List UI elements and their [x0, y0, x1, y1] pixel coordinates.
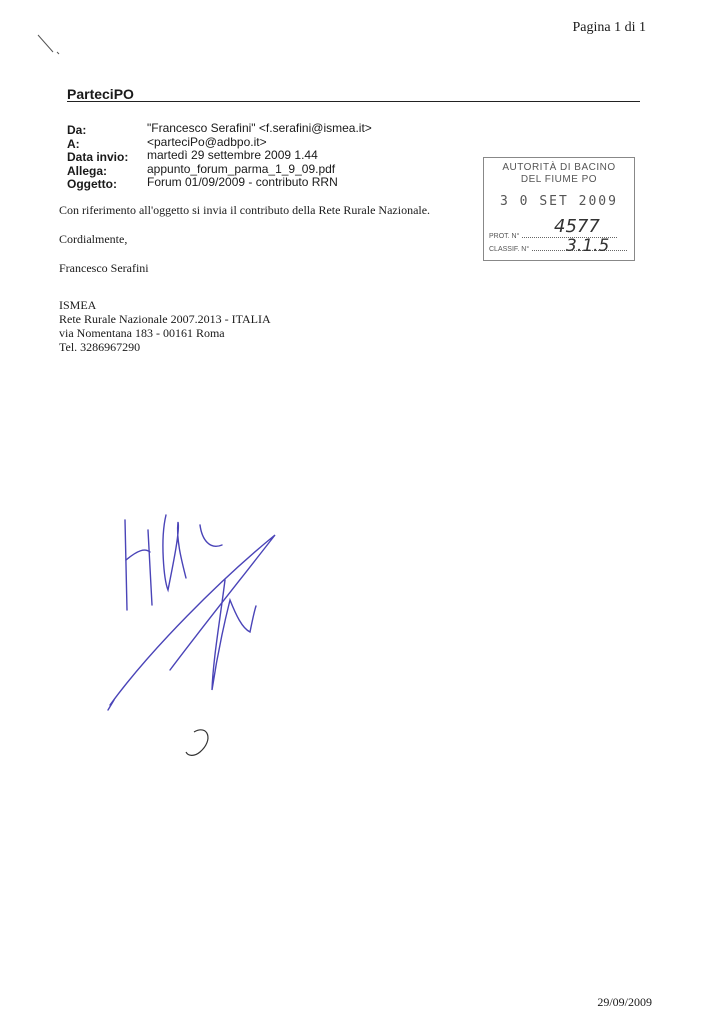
- from-value: "Francesco Serafini" <f.serafini@ismea.it>: [147, 121, 372, 135]
- subject-value: Forum 01/09/2009 - contributo RRN: [147, 175, 338, 189]
- attachment-value: appunto_forum_parma_1_9_09.pdf: [147, 162, 336, 176]
- attachment-label: Allega:: [67, 164, 108, 178]
- stamp-prot-value: 4577: [554, 216, 600, 237]
- page-number: Pagina 1 di 1: [572, 20, 646, 35]
- handwritten-initials: [90, 500, 320, 780]
- subject-label: Oggetto:: [67, 177, 117, 191]
- header-divider: [67, 101, 640, 102]
- stamp-prot-label: PROT. N°: [489, 233, 520, 240]
- mailbox-name: ParteciPO: [67, 86, 134, 102]
- stamp-date: 3 0 SET 2009: [500, 194, 618, 209]
- sent-label: Data invio:: [67, 150, 129, 164]
- stamp-title-2: DEL FIUME PO: [520, 174, 598, 185]
- sig-line-3: Tel. 3286967290: [59, 340, 141, 354]
- stamp-class-label: CLASSIF. N°: [489, 246, 530, 253]
- body-line-3: Francesco Serafini: [59, 261, 149, 275]
- signature-block: [59, 298, 271, 354]
- sig-org: ISMEA: [59, 298, 97, 312]
- sig-line-2: via Nomentana 183 - 00161 Roma: [59, 326, 225, 340]
- to-value: <parteciPo@adbpo.it>: [147, 135, 267, 149]
- sent-value: martedì 29 settembre 2009 1.44: [147, 148, 318, 162]
- body-line-2: Cordialmente,: [59, 232, 128, 246]
- from-label: Da:: [67, 123, 87, 137]
- corner-pen-mark: [35, 30, 65, 60]
- protocol-stamp: [483, 157, 635, 261]
- to-label: A:: [67, 137, 80, 151]
- body-line-1: Con riferimento all'oggetto si invia il contributo della Rete Rurale Nazionale.: [59, 203, 431, 217]
- email-body: [59, 202, 430, 289]
- stamp-title-1: AUTORITÀ DI BACINO: [502, 162, 616, 173]
- sig-line-1: Rete Rurale Nazionale 2007.2013 - ITALIA: [59, 312, 271, 326]
- stamp-class-value: 3.1.5: [566, 236, 610, 256]
- footer-date: 29/09/2009: [597, 995, 652, 1009]
